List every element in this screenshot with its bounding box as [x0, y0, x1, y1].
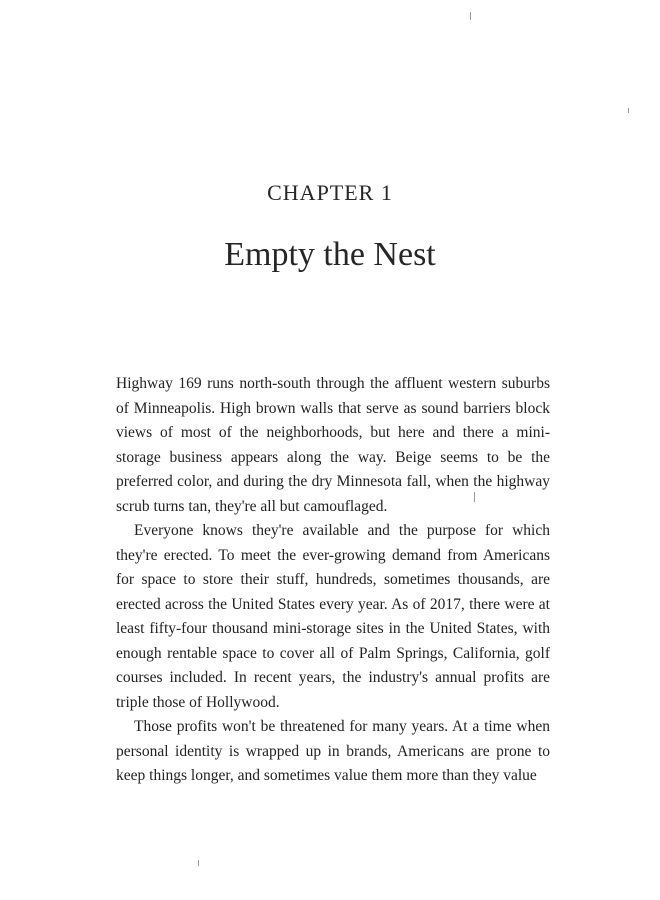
chapter-body [116, 372, 550, 789]
scan-speck [470, 12, 471, 20]
body-paragraph: Everyone knows they're available and the purpose for which they're erected. To meet the ever-growing demand from Americans for space to store their stuff, hundreds, sometimes thousands, are erected across the United States every year. As of 2017, there were at least fifty-four thousand mini-storage sites in the United States, with enough rentable space to cover all of Palm Springs, California, golf courses included. In recent years, the industry's annual profits are triple those of Hollywood. [116, 522, 550, 711]
scan-speck [198, 860, 199, 866]
chapter-number: CHAPTER 1 [267, 180, 393, 205]
body-paragraph: Those profits won't be threatened for many years. At a time when personal identity is wrapped up in brands, Americans are prone to keep things longer, and sometimes value them more than they value [116, 718, 550, 784]
chapter-title: Empty the Nest [224, 236, 436, 273]
body-paragraph: Highway 169 runs north-south through the affluent western suburbs of Minneapolis. High brown walls that serve as sound barriers block views of most of the neighborhoods, but here and there a mini-storage business appears along the way. Beige seems to be the preferred color, and during the dry Minnesota fall, when the highway scrub turns tan, they're all but camouflaged. [116, 375, 550, 515]
scan-speck [628, 108, 629, 113]
